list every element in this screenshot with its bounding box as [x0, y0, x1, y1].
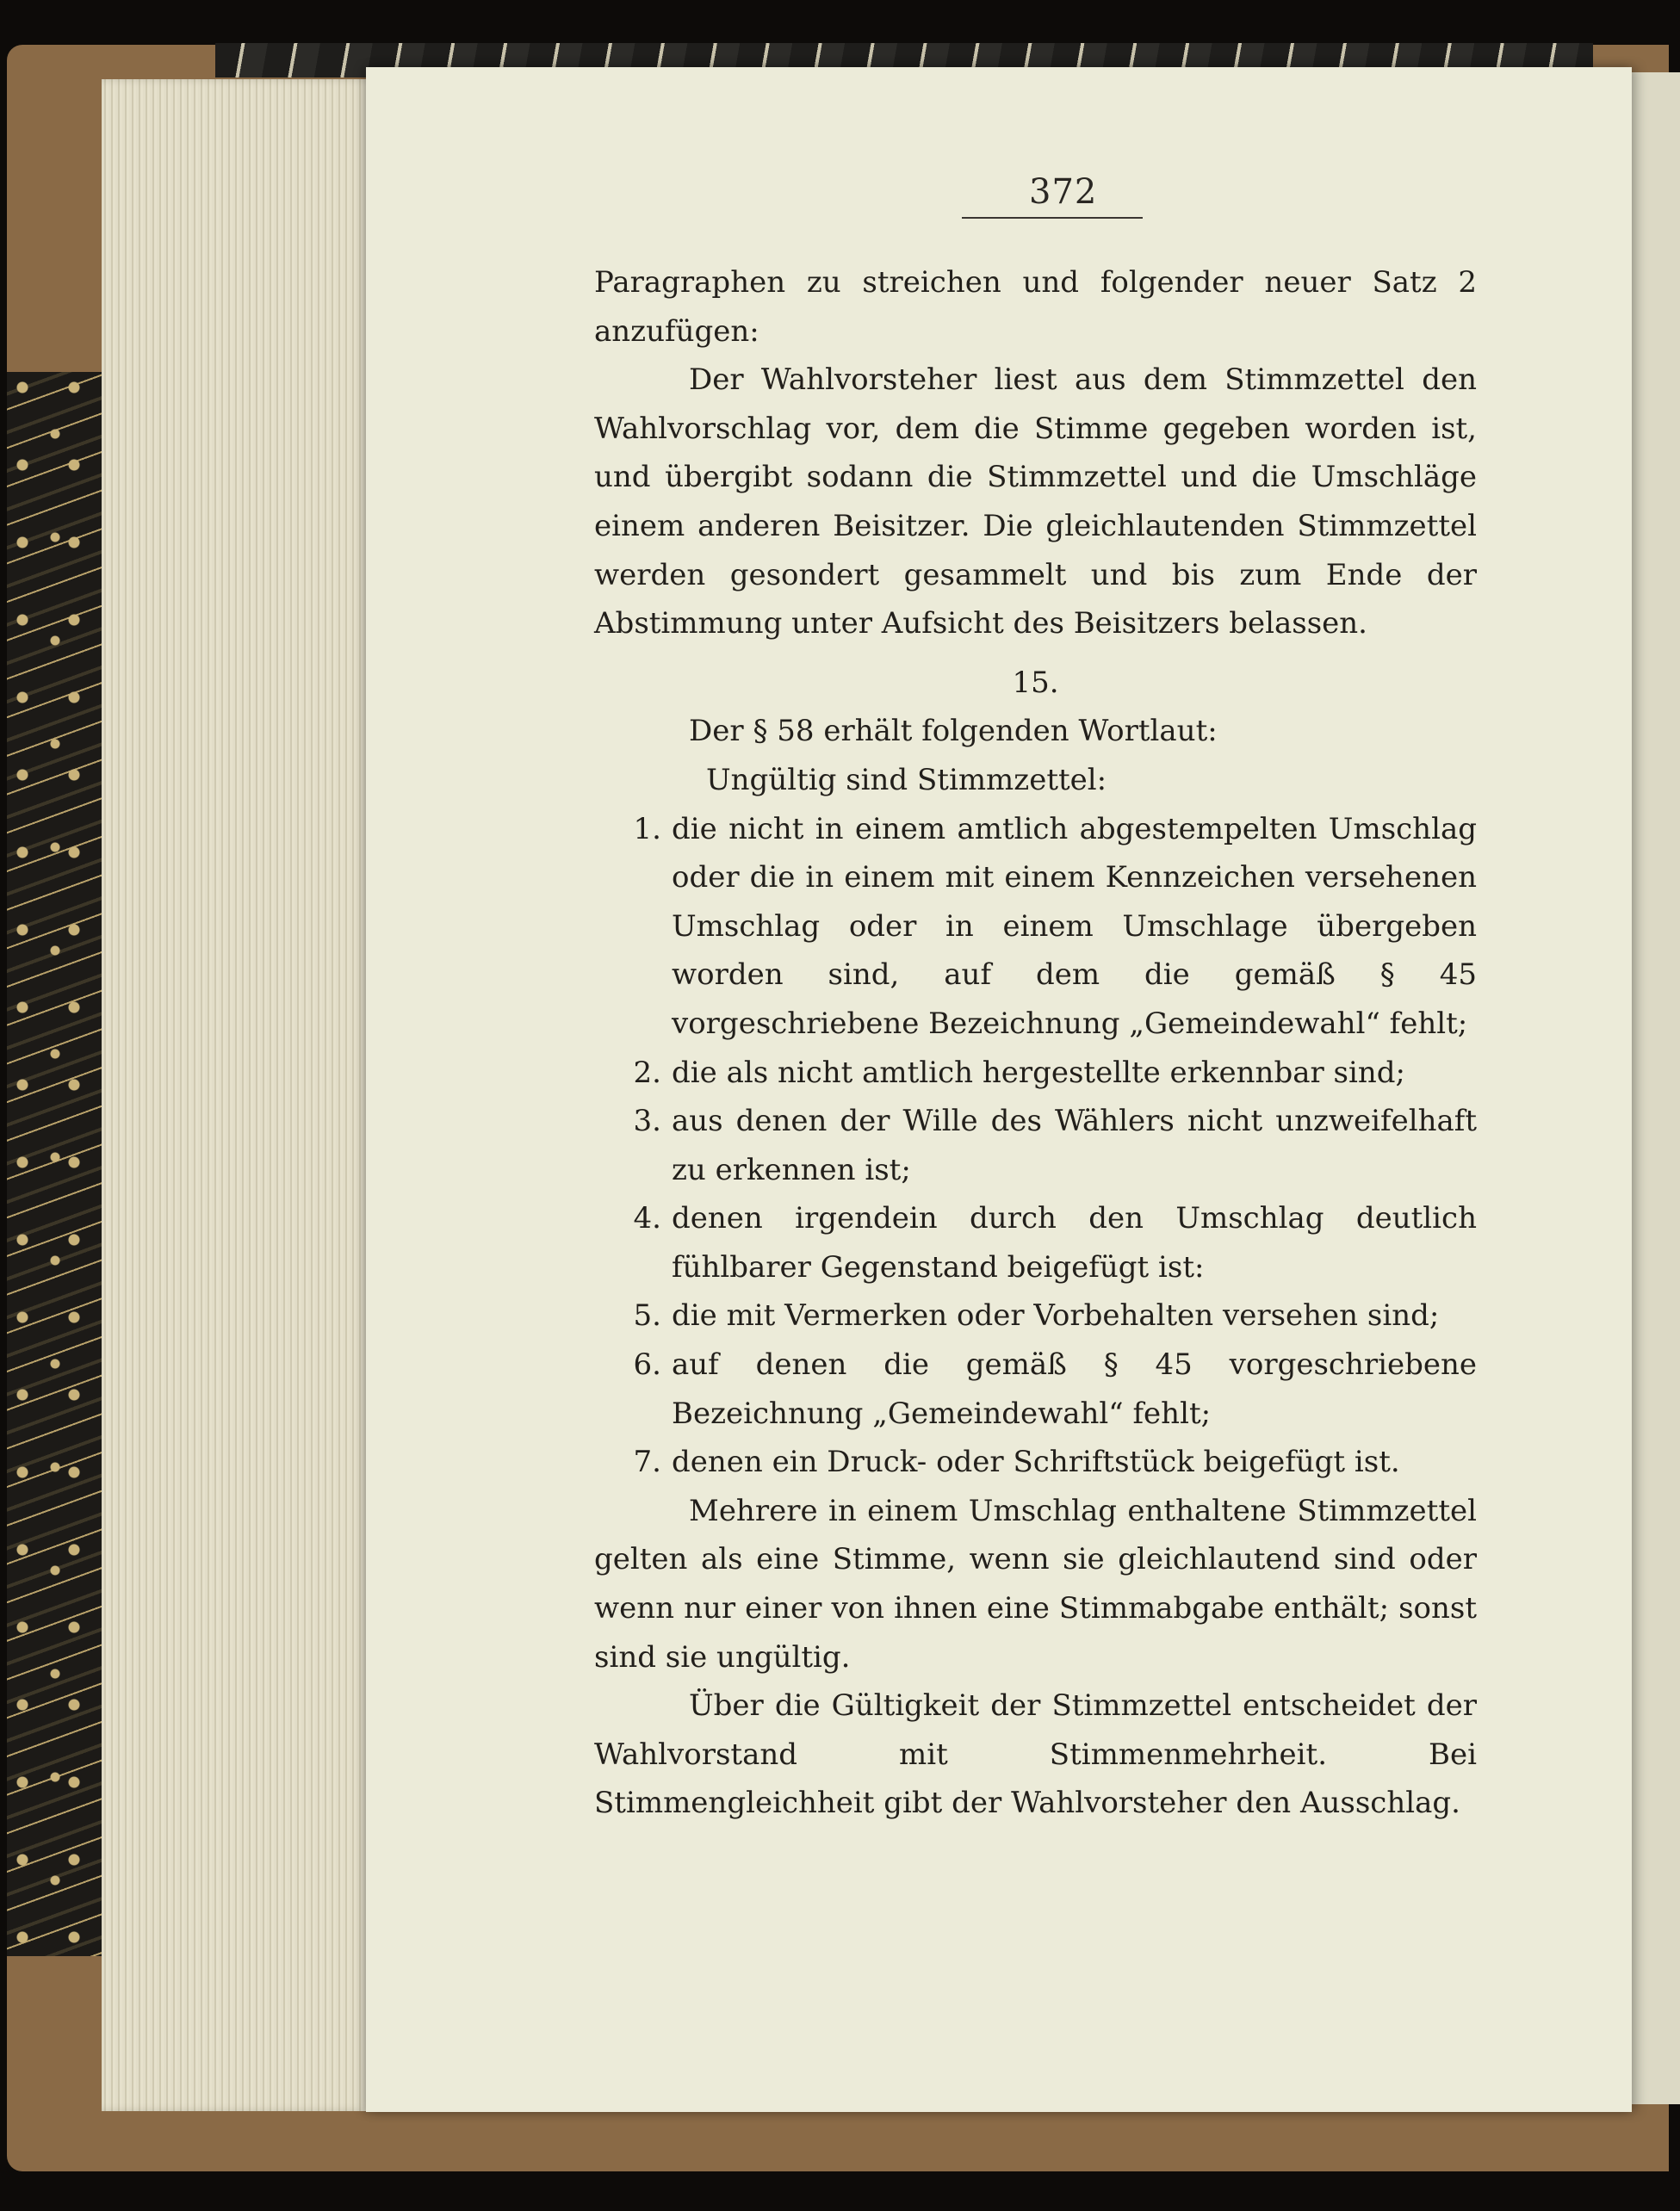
- list-item-number: 2.: [633, 1055, 661, 1090]
- list-item-text: denen ein Druck- oder Schriftstück beigefügt ist.: [672, 1445, 1400, 1480]
- quoted-paragraph: Der Wahlvorsteher liest aus dem Stimmzettel den Wahlvorschlag vor, dem die Stimme gegeben worden ist, und übergibt sodann die Stimmzettel und die Umschläge einem anderen Beisitzer. Die gleichlautenden Stimmzettel werden gesondert gesammelt und bis zum Ende der Abstimmung unter Aufsicht des Beisitzers belassen.: [594, 362, 1477, 641]
- list-item-number: 5.: [633, 1298, 661, 1334]
- section-subheading: Ungültig sind Stimmzettel:: [706, 762, 1107, 797]
- invalid-ballot-list: [594, 805, 1477, 1487]
- list-item-number: 7.: [633, 1445, 661, 1480]
- section-intro: Der § 58 erhält folgenden Wortlaut:: [689, 714, 1218, 749]
- list-item: [594, 1341, 1477, 1438]
- list-item-text: die als nicht amtlich hergestellte erkennbar sind;: [672, 1055, 1405, 1090]
- page-number-rule: [962, 217, 1143, 219]
- page-stack: [102, 79, 386, 2111]
- list-item-text: denen irgendein durch den Umschlag deutlich fühlbarer Gegenstand beigefügt ist:: [672, 1201, 1477, 1285]
- marbled-spine-edge: [7, 372, 110, 1956]
- list-item-number: 6.: [633, 1347, 661, 1383]
- list-item-text: die nicht in einem amtlich abgestempelten Umschlag oder die in einem mit einem Kennzeichen versehenen Umschlag oder in einem Umschlage übergeben worden sind, auf dem die gemäß § 45 vorgeschriebene Bezeichnung „Gemeindewahl“ fehlt;: [672, 811, 1477, 1041]
- list-item: [594, 805, 1477, 1049]
- list-item: [594, 1097, 1477, 1194]
- list-item: [594, 1194, 1477, 1291]
- paragraph-multiple-ballots: Mehrere in einem Umschlag enthaltene Stimmzettel gelten als eine Stimme, wenn sie gleichlautend sind oder wenn nur einer von ihnen eine Stimmabgabe enthält; sonst sind sie ungültig.: [594, 1493, 1477, 1675]
- list-item-number: 4.: [633, 1201, 661, 1236]
- intro-paragraph: Paragraphen zu streichen und folgender neuer Satz 2 anzufügen:: [594, 265, 1477, 349]
- list-item-number: 3.: [633, 1104, 661, 1139]
- list-item-text: die mit Vermerken oder Vorbehalten versehen sind;: [672, 1298, 1440, 1334]
- list-item-number: 1.: [633, 811, 661, 846]
- paragraph-decision: Über die Gültigkeit der Stimmzettel entscheidet der Wahlvorstand mit Stimmenmehrheit. Bei Stimmengleichheit gibt der Wahlvorsteher den Ausschlag.: [594, 1688, 1477, 1821]
- list-item-text: auf denen die gemäß § 45 vorgeschriebene Bezeichnung „Gemeindewahl“ fehlt;: [672, 1347, 1477, 1431]
- list-item: [594, 1049, 1477, 1098]
- page-number: 372: [1029, 172, 1098, 212]
- section-number: 15.: [1012, 665, 1059, 700]
- list-item-text: aus denen der Wille des Wählers nicht unzweifelhaft zu erkennen ist;: [672, 1104, 1477, 1187]
- page-body: [594, 258, 1477, 1828]
- list-item: [594, 1291, 1477, 1341]
- list-item: [594, 1438, 1477, 1487]
- facing-page-edge: [1630, 72, 1680, 2104]
